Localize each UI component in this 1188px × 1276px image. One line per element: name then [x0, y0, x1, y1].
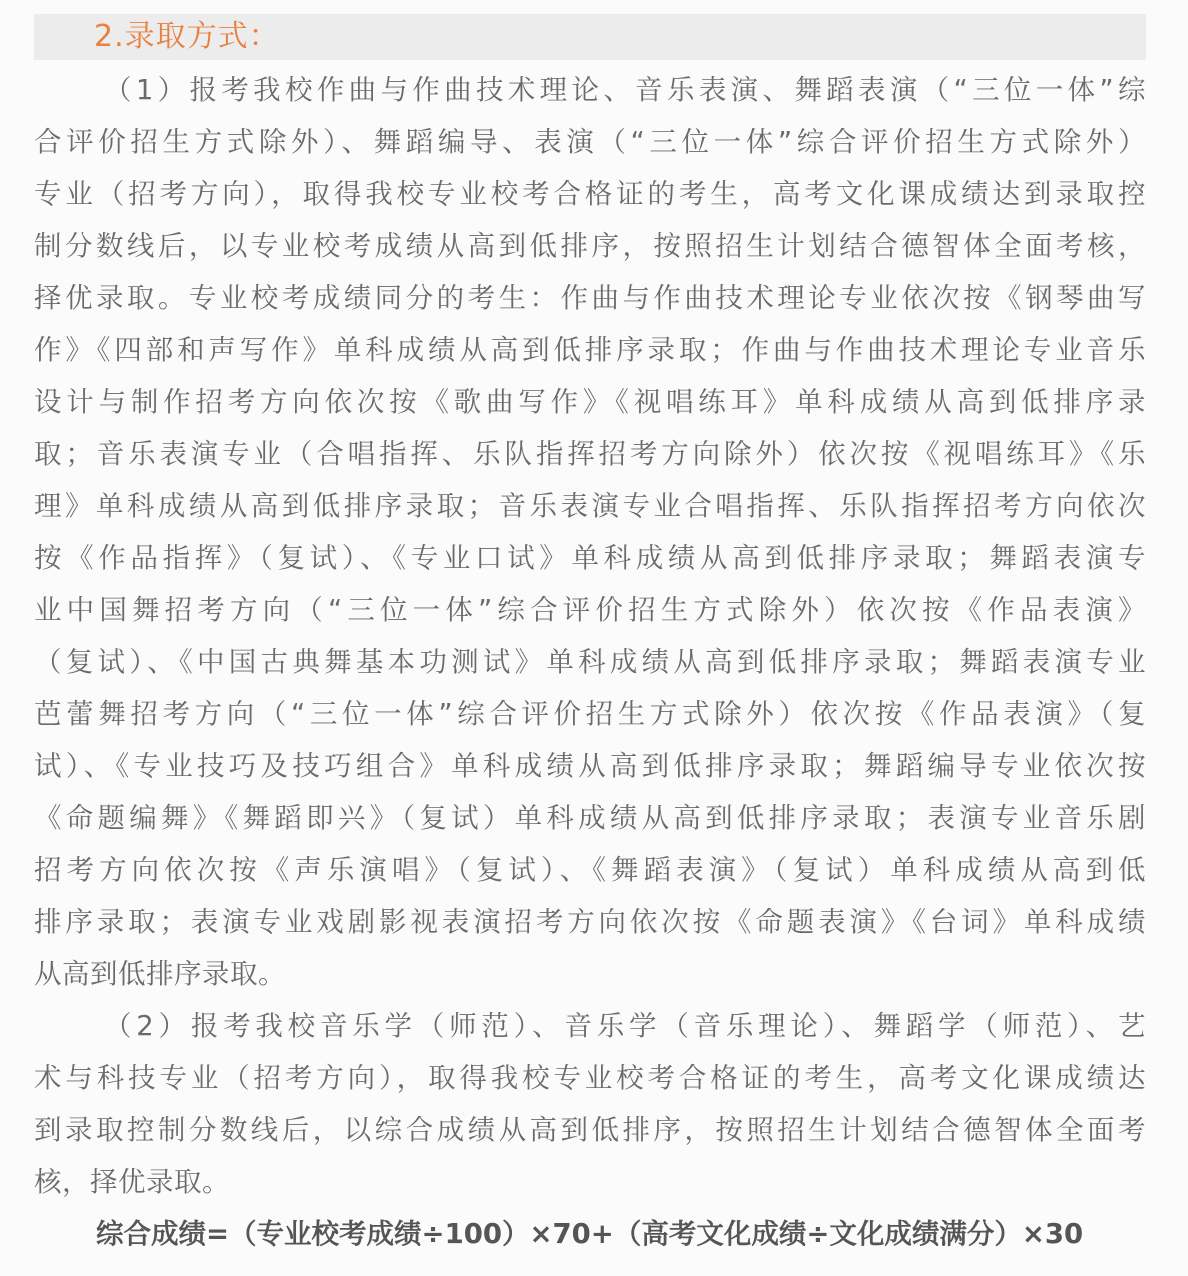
text-line: （2）报考我校音乐学（师范）、音乐学（音乐理论）、舞蹈学（师范）、艺 — [104, 1010, 1146, 1042]
text-line: 按《作品指挥》（复试）、《专业口试》单科成绩从高到低排序录取；舞蹈表演专 — [34, 542, 1146, 574]
section-heading: 2.录取方式： — [94, 19, 280, 54]
text-line: 到录取控制分数线后，以综合成绩从高到低排序，按照招生计划结合德智体全面考 — [34, 1114, 1146, 1146]
text-line: 术与科技专业（招考方向），取得我校专业校考合格证的考生，高考文化课成绩达 — [34, 1062, 1146, 1094]
body-text — [34, 64, 1146, 1208]
text-line: 从高到低排序录取。 — [34, 958, 286, 990]
text-line: 核，择优录取。 — [34, 1166, 230, 1198]
text-line: 理》单科成绩从高到低排序录取；音乐表演专业合唱指挥、乐队指挥招考方向依次 — [34, 490, 1146, 522]
text-line: 制分数线后，以专业校考成绩从高到低排序，按照招生计划结合德智体全面考核， — [34, 230, 1146, 262]
text-line: 《命题编舞》《舞蹈即兴》（复试）单科成绩从高到低排序录取；表演专业音乐剧 — [34, 802, 1146, 834]
text-line: 合评价招生方式除外）、舞蹈编导、表演（“三位一体”综合评价招生方式除外） — [34, 126, 1146, 158]
heading-bar — [34, 14, 1146, 60]
text-line: 专业（招考方向），取得我校专业校考合格证的考生，高考文化课成绩达到录取控 — [34, 178, 1146, 210]
text-line: 业中国舞招考方向（“三位一体”综合评价招生方式除外）依次按《作品表演》 — [34, 594, 1146, 626]
text-line: 设计与制作招考方向依次按《歌曲写作》《视唱练耳》单科成绩从高到低排序录 — [34, 386, 1146, 418]
text-line: （1）报考我校作曲与作曲技术理论、音乐表演、舞蹈表演（“三位一体”综 — [104, 74, 1146, 106]
text-line: 择优录取。专业校考成绩同分的考生：作曲与作曲技术理论专业依次按《钢琴曲写 — [34, 282, 1146, 314]
text-line: （复试）、《中国古典舞基本功测试》单科成绩从高到低排序录取；舞蹈表演专业 — [34, 646, 1146, 678]
text-line: 作》《四部和声写作》单科成绩从高到低排序录取；作曲与作曲技术理论专业音乐 — [34, 334, 1146, 366]
text-line: 试）、《专业技巧及技巧组合》单科成绩从高到低排序录取；舞蹈编导专业依次按 — [34, 750, 1146, 782]
text-line: 招考方向依次按《声乐演唱》（复试）、《舞蹈表演》（复试）单科成绩从高到低 — [34, 854, 1146, 886]
text-line: 取；音乐表演专业（合唱指挥、乐队指挥招考方向除外）依次按《视唱练耳》《乐 — [34, 438, 1146, 470]
formula: 综合成绩=（专业校考成绩÷100）×70+（高考文化成绩÷文化成绩满分）×30 — [96, 1218, 1084, 1250]
text-line: 芭蕾舞招考方向（“三位一体”综合评价招生方式除外）依次按《作品表演》（复 — [34, 698, 1146, 730]
text-line: 排序录取；表演专业戏剧影视表演招考方向依次按《命题表演》《台词》单科成绩 — [34, 906, 1146, 938]
